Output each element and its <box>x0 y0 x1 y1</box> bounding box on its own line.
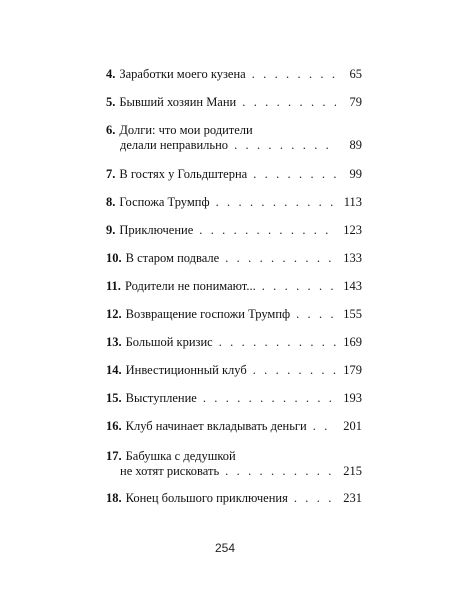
dot-leader <box>262 279 336 294</box>
toc-entry-page: 155 <box>343 307 362 321</box>
toc-entry-page: 215 <box>343 464 362 478</box>
toc-entry-page: 193 <box>343 391 362 405</box>
dot-leader <box>253 363 336 378</box>
toc-entry-title: Возвращение госпожи Трумпф <box>125 307 291 321</box>
dot-leader <box>225 251 336 266</box>
toc-entry <box>106 195 362 210</box>
toc-entry-number: 11. <box>106 279 121 293</box>
toc-entry <box>106 95 362 110</box>
toc-entry-title: Конец большого приключения <box>125 491 288 505</box>
toc-entry-page: 133 <box>343 251 362 265</box>
toc-entry-number: 17. <box>106 449 122 463</box>
toc-entry-title: Заработки моего кузена <box>119 67 246 81</box>
toc-entry-page: 143 <box>343 279 362 293</box>
toc-entry-page: 79 <box>349 95 362 109</box>
dot-leader <box>252 67 336 82</box>
toc-entry-title: Большой кризис <box>125 335 213 349</box>
dot-leader <box>294 491 336 506</box>
toc-entry-page: 65 <box>349 67 362 81</box>
dot-leader <box>242 95 336 110</box>
toc-entry-number: 9. <box>106 223 116 237</box>
toc-entry-number: 13. <box>106 335 122 349</box>
toc-entry-page: 231 <box>343 491 362 505</box>
toc-entry <box>106 391 362 406</box>
toc-entry-number: 5. <box>106 95 116 109</box>
toc-entry-page: 123 <box>343 223 362 237</box>
toc-entry <box>106 363 362 378</box>
toc-entry <box>106 167 362 182</box>
toc-entry-number: 18. <box>106 491 122 505</box>
toc-entry-title-continued: делали неправильно <box>120 138 229 152</box>
toc-entry-page: 201 <box>343 419 362 433</box>
toc-entry <box>106 223 362 238</box>
toc-entry-number: 10. <box>106 251 122 265</box>
page-number: 254 <box>214 541 236 555</box>
dot-leader <box>225 464 336 479</box>
toc-entry-title: Родители не понимают... <box>124 279 256 293</box>
dot-leader <box>296 307 336 322</box>
toc-entry <box>106 449 362 479</box>
dot-leader <box>219 335 336 350</box>
table-of-contents <box>106 0 362 600</box>
toc-entry-number: 4. <box>106 67 116 81</box>
toc-entry-page: 99 <box>349 167 362 181</box>
toc-entry <box>106 335 362 350</box>
toc-entry-title-continued: не хотят рисковать <box>120 464 220 478</box>
toc-entry <box>106 419 362 434</box>
toc-entry-number: 6. <box>106 123 116 137</box>
toc-entry <box>106 67 362 82</box>
toc-entry-title: Бабушка с дедушкой <box>125 449 236 463</box>
toc-entry <box>106 279 362 294</box>
dot-leader <box>234 138 336 153</box>
dot-leader <box>313 419 336 434</box>
toc-entry-number: 14. <box>106 363 122 377</box>
toc-entry-number: 8. <box>106 195 116 209</box>
toc-entry-title: Бывший хозяин Мани <box>119 95 237 109</box>
toc-entry-page: 113 <box>343 195 362 209</box>
toc-entry-title: В гостях у Гольдштерна <box>119 167 248 181</box>
toc-entry-title: Приключение <box>119 223 194 237</box>
toc-entry <box>106 123 362 153</box>
toc-entry-page: 89 <box>349 138 362 152</box>
toc-entry-number: 7. <box>106 167 116 181</box>
toc-entry-page: 179 <box>343 363 362 377</box>
dot-leader <box>253 167 336 182</box>
toc-entry-number: 12. <box>106 307 122 321</box>
toc-entry-title: Долги: что мои родители <box>119 123 253 137</box>
dot-leader <box>203 391 336 406</box>
toc-entry <box>106 251 362 266</box>
toc-entry <box>106 307 362 322</box>
toc-entry-title: Инвестиционный клуб <box>125 363 247 377</box>
toc-entry-page: 169 <box>343 335 362 349</box>
toc-entry-title: Клуб начинает вкладывать деньги <box>125 419 307 433</box>
toc-entry-number: 16. <box>106 419 122 433</box>
toc-entry-number: 15. <box>106 391 122 405</box>
toc-entry-title: Госпожа Трумпф <box>119 195 210 209</box>
dot-leader <box>216 195 336 210</box>
dot-leader <box>199 223 336 238</box>
toc-entry-title: В старом подвале <box>125 251 220 265</box>
toc-entry <box>106 491 362 506</box>
toc-entry-title: Выступление <box>125 391 197 405</box>
